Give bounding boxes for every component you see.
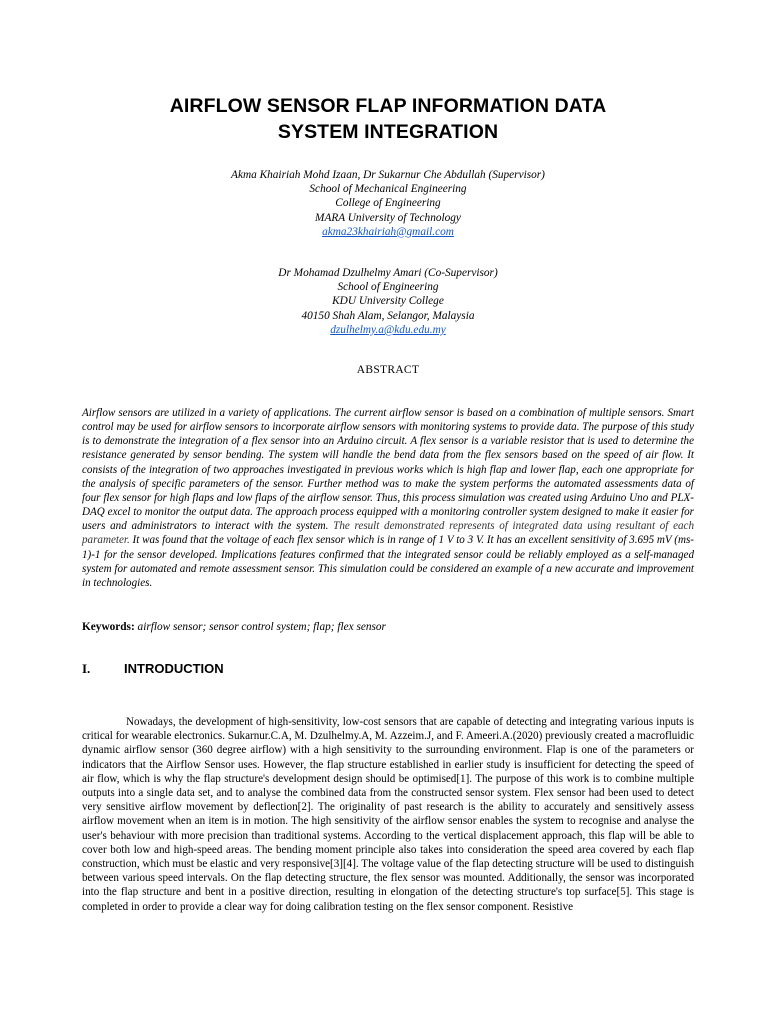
co-supervisor-address: 40150 Shah Alam, Selangor, Malaysia xyxy=(301,309,475,322)
section-number: I. xyxy=(82,661,91,676)
title-line-1: AIRFLOW SENSOR FLAP INFORMATION DATA xyxy=(169,95,607,117)
introduction-paragraph: Nowadays, the development of high-sensitivity, low-cost sensors that are capable of detecting and integrating various inputs is critical for wearable electronics. Sukarnur.C.A, M. Dzulhelmy.A, M. Azzeim.J, and F. Ameeri.A.(2020) previously created a macrofluidic dynamic airflow sensor (360 degree airflow) with a high sensitivity to the surrounding environment. Flap is one of the parameters or indicators that the Airflow Sensor uses. However, the flap structure established in earlier study is insufficient for detecting the speed of air flow, which is why the flap structure's development design should be optimised[1]. The purpose of this work is to combine multiple outputs into a single data set, and to analyse the combined data from the constructed sensor system. Flex sensor had been used to detect very sensitive airflow movement by deflection[2]. The originality of past research is the ability to accurately and sensitively assess airflow movement when an item is in motion. The high sensitivity of the airflow sensor enables the system to recognise and analyse the user's behaviour with more precision than traditional systems. According to the vertical displacement approach, this flap will be able to cover both low and high-speed areas. The bending moment principle also takes into consideration the speed area covered by each flap construction, which must be elastic and very responsive[3][4]. The voltage value of the flap detecting structure will be used to distinguish between various speed intervals. On the flap detecting structure, the flex sensor was mounted. Additionally, the sensor was incorporated into the flap structure and bent in a positive direction, resulting in elongation of the detecting structure's top surface[5]. This stage is completed in order to provide a clear way for doing calibration testing on the flex sensor component. Resistive xyxy=(82,716,694,913)
keywords-list: airflow sensor; sensor control system; flap; flex sensor xyxy=(134,621,386,633)
co-supervisor-school: School of Engineering xyxy=(337,281,439,294)
abstract-heading: ABSTRACT xyxy=(356,364,420,376)
abstract-body xyxy=(82,406,694,590)
keywords-line xyxy=(82,621,694,633)
paper-title xyxy=(82,93,694,145)
co-supervisor-college: KDU University College xyxy=(332,295,444,308)
author-block-co-supervisor xyxy=(82,266,694,337)
author-names: Akma Khairiah Mohd Izaan, Dr Sukarnur Che Abdullah (Supervisor) xyxy=(231,169,545,181)
abstract-text-part-2: The result demonstrated represents of integrated data using resultant of each parameter. xyxy=(82,520,695,547)
author-school: School of Mechanical Engineering xyxy=(309,183,467,196)
abstract-text-part-1: Airflow sensors are utilized in a variety of applications. The current airflow sensor is based on a combination of multiple sensors. Smart control may be used for airflow sensors to incorporate airflow sensors with monitoring systems to provide data. The purpose of this study is to demonstrate the integration of a flex sensor into an Arduino circuit. A flex sensor is a variable resistor that is used to determine the resistance generated by sensor bending. The system will handle the bend data from the flex sensors based on the speed of air flow. It consists of the integration of two approaches investigated in previous works which is high flap and lower flap, each one appropriate for the analysis of specific parameters of the sensor. Further method was to make the system performs the automated assessments data of four flex sensor for high flaps and low flaps of the airflow sensor. Thus, this process simulation was created using Arduino Uno and PLX-DAQ excel to monitor the output data. The approach process equipped with a monitoring controller system designed to make it easier for users and administrators to interact with the system. xyxy=(82,407,694,533)
section-title: INTRODUCTION xyxy=(124,661,224,676)
author-email-link[interactable]: akma23khairiah@gmail.com xyxy=(322,225,454,238)
keywords-label: Keywords: xyxy=(82,621,135,633)
co-supervisor-name: Dr Mohamad Dzulhelmy Amari (Co-Supervisor) xyxy=(278,267,498,279)
abstract-text-part-3: It was found that the voltage of each flex sensor which is in range of 1 V to 3 V. It has an excellent sensitivity of 3.695 mV (ms-1)-1 for the sensor developed. Implications features confirmed that the integrated sensor could be reliably employed as a self-managed system for automated and remote assessment sensor. This simulation could be considered an example of a new accurate and improvement in technologies. xyxy=(82,534,694,589)
title-line-2: SYSTEM INTEGRATION xyxy=(277,121,499,143)
co-supervisor-email-link[interactable]: dzulhelmy.a@kdu.edu.my xyxy=(330,323,446,336)
author-block-primary xyxy=(82,168,694,239)
author-university: MARA University of Technology xyxy=(315,211,461,224)
author-college: College of Engineering xyxy=(335,197,441,210)
section-heading-introduction xyxy=(82,661,694,677)
